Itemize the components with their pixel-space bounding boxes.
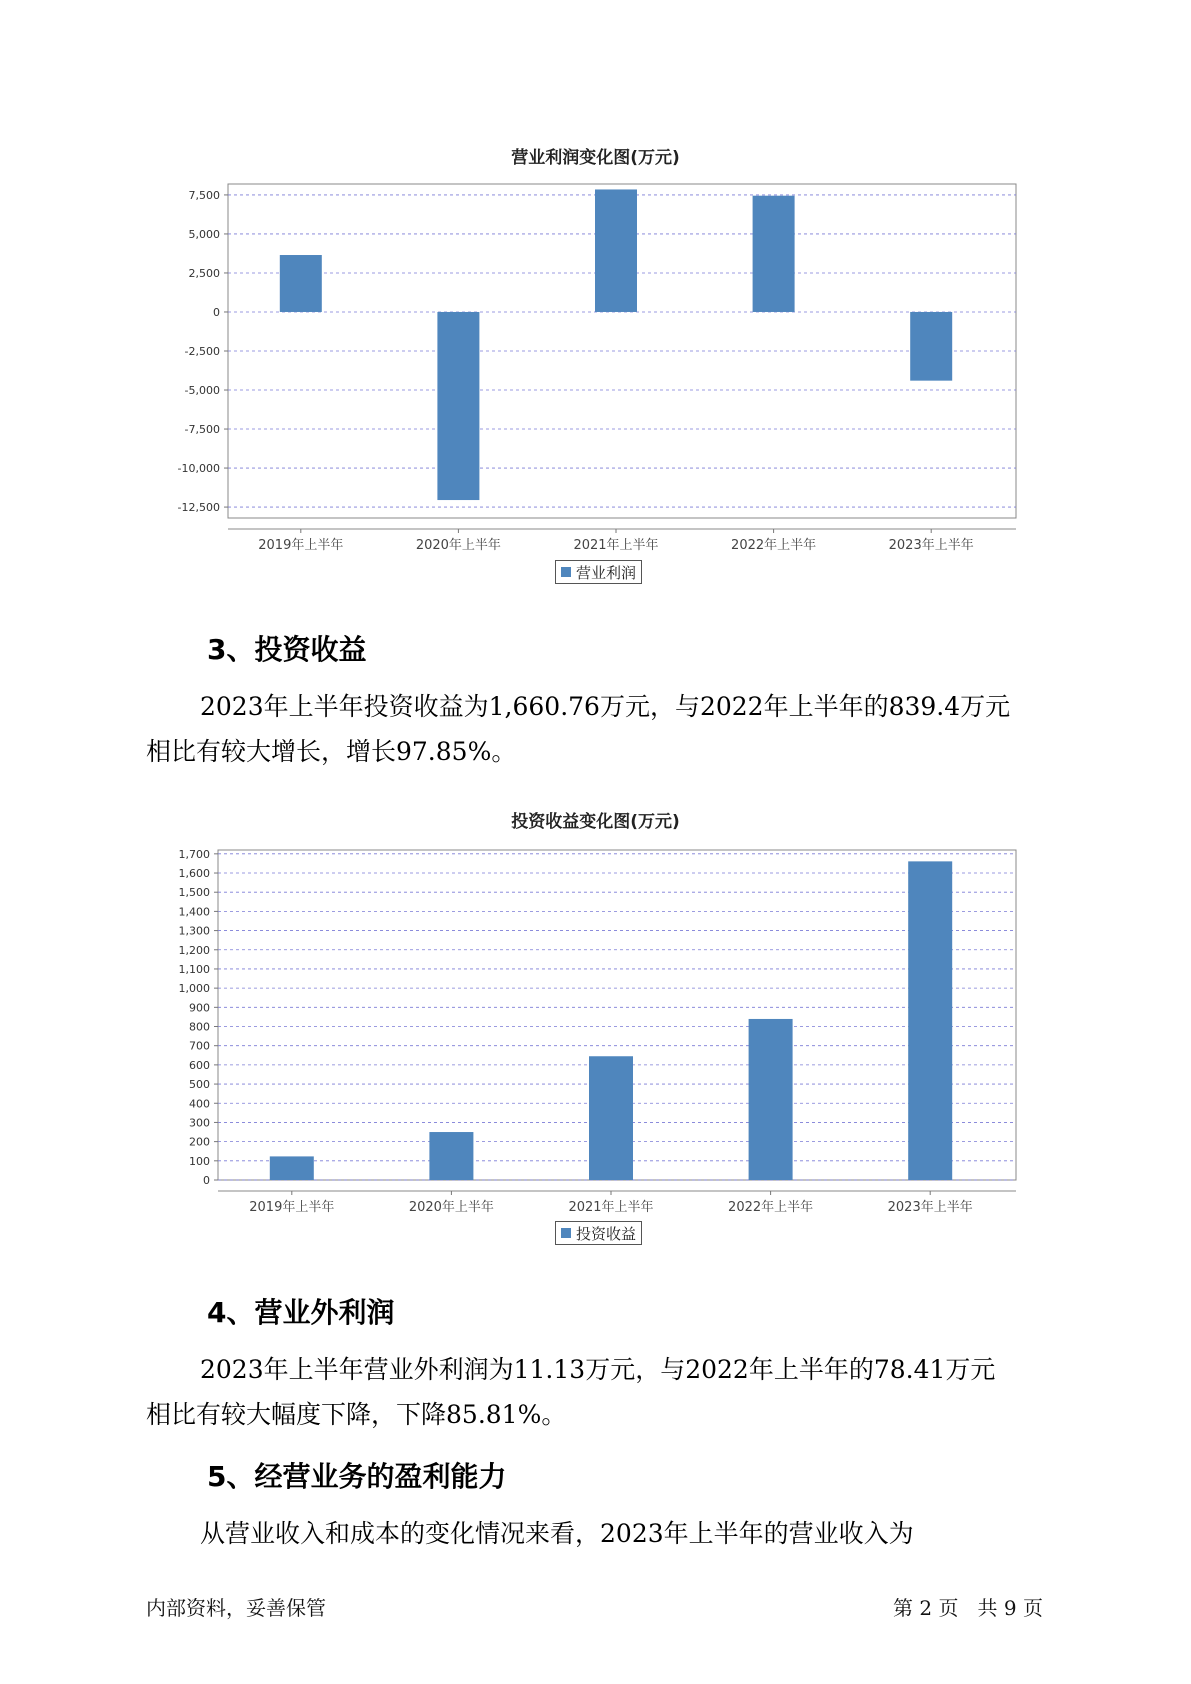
section4-heading: 4、营业外利润 (207, 1296, 395, 1329)
bar (437, 312, 479, 500)
section4-line1: 2023年上半年营业外利润为11.13万元，与2022年上半年的78.41万元 (200, 1355, 996, 1384)
x-tick-label: 2023年上半年 (887, 1200, 973, 1215)
y-tick-label: -12,500 (177, 501, 220, 515)
y-tick-label: 100 (189, 1154, 210, 1168)
y-tick-label: 1,200 (178, 943, 210, 957)
chart2-legend-label: 投资收益 (576, 1224, 637, 1243)
x-tick-label: 2021年上半年 (568, 1200, 654, 1215)
y-tick-label: 600 (189, 1058, 210, 1072)
y-tick-label: 5,000 (188, 227, 220, 241)
y-tick-label: -2,500 (184, 345, 220, 358)
legend-swatch (561, 1228, 571, 1238)
y-tick-label: 200 (189, 1135, 210, 1149)
x-tick-label: 2019年上半年 (249, 1200, 335, 1215)
bar (749, 1019, 793, 1180)
x-tick-label: 2020年上半年 (408, 1200, 494, 1215)
operating-profit-chart (0, 180, 1191, 553)
y-tick-label: 1,100 (178, 962, 210, 976)
section4-line2: 相比有较大幅度下降，下降85.81%。 (146, 1400, 567, 1429)
section5-heading: 5、经营业务的盈利能力 (207, 1460, 507, 1493)
section3-line2: 相比有较大增长，增长97.85%。 (146, 737, 517, 766)
investment-income-chart (0, 840, 1191, 1215)
x-tick-label: 2020年上半年 (415, 538, 501, 553)
y-tick-label: 7,500 (188, 188, 220, 202)
y-tick-label: 1,600 (178, 867, 210, 881)
chart1-legend (555, 560, 642, 584)
y-tick-label: 0 (203, 1174, 210, 1187)
bar (429, 1132, 473, 1180)
y-tick-label: -7,500 (184, 423, 220, 437)
bar (270, 1156, 314, 1180)
y-tick-label: 400 (189, 1097, 210, 1111)
y-tick-label: 900 (189, 1001, 210, 1015)
y-tick-label: -10,000 (177, 462, 220, 476)
section5-line1: 从营业收入和成本的变化情况来看，2023年上半年的营业收入为 (200, 1519, 914, 1548)
footer-page-number: 第 2 页 共 9 页 (893, 1596, 1043, 1620)
legend-swatch (561, 567, 571, 577)
bar (753, 196, 795, 312)
y-tick-label: 700 (189, 1039, 210, 1053)
y-tick-label: 1,000 (178, 982, 210, 996)
y-tick-label: 1,300 (178, 924, 210, 938)
chart2-legend (555, 1221, 642, 1245)
y-tick-label: 1,500 (178, 886, 210, 900)
y-tick-label: -5,000 (184, 384, 220, 398)
y-tick-label: 0 (213, 305, 220, 319)
bar (910, 312, 952, 381)
chart1-legend-label: 营业利润 (576, 563, 637, 582)
y-tick-label: 2,500 (188, 266, 220, 280)
bar (595, 189, 637, 312)
bar (280, 255, 322, 312)
bar (589, 1056, 633, 1180)
bar (908, 861, 952, 1180)
y-tick-label: 300 (189, 1116, 210, 1130)
x-tick-label: 2019年上半年 (258, 538, 344, 553)
y-tick-label: 500 (189, 1078, 210, 1092)
section3-line1: 2023年上半年投资收益为1,660.76万元，与2022年上半年的839.4万元 (200, 692, 1011, 721)
y-tick-label: 800 (189, 1020, 210, 1034)
y-tick-label: 1,400 (178, 905, 210, 919)
y-tick-label: 1,700 (178, 847, 210, 861)
footer-confidential: 内部资料，妥善保管 (146, 1596, 326, 1620)
section3-heading: 3、投资收益 (207, 633, 367, 666)
x-tick-label: 2022年上半年 (728, 1200, 814, 1215)
x-tick-label: 2022年上半年 (731, 538, 817, 553)
x-tick-label: 2021年上半年 (573, 538, 659, 553)
x-tick-label: 2023年上半年 (888, 538, 974, 553)
chart1-title: 营业利润变化图(万元) (511, 148, 680, 168)
chart2-title: 投资收益变化图(万元) (511, 812, 680, 832)
